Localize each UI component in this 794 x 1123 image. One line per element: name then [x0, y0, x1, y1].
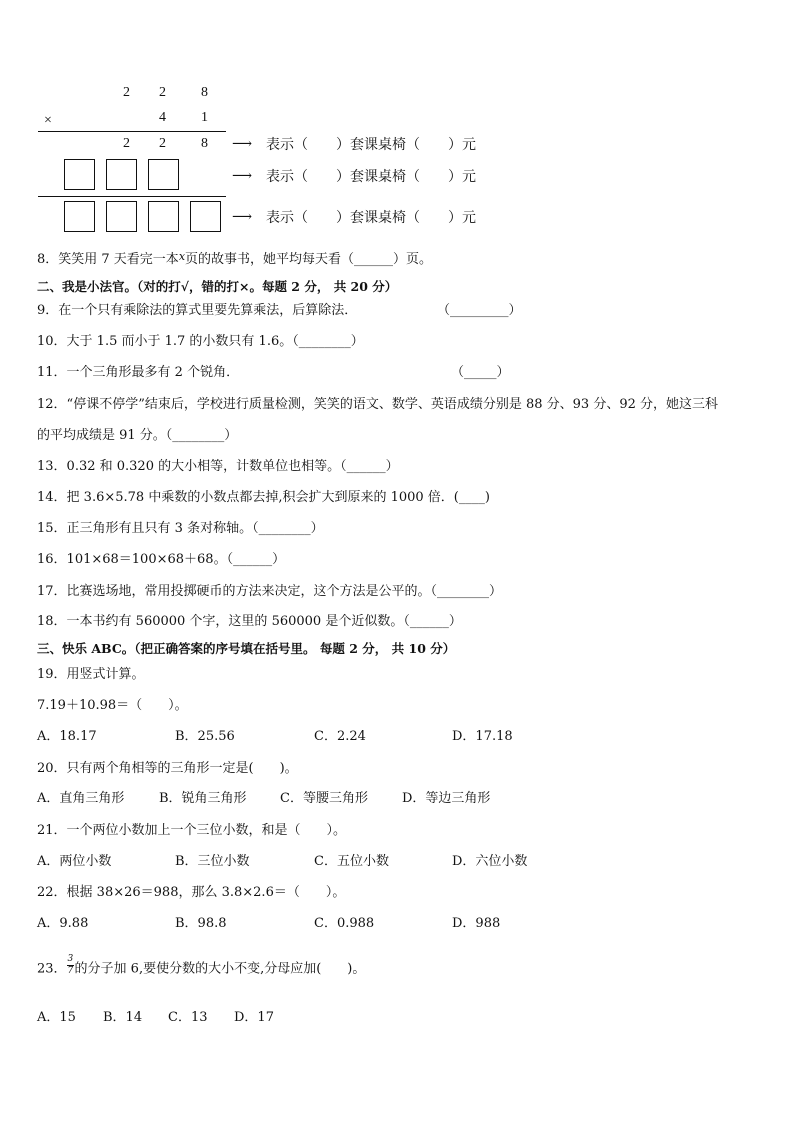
option[interactable]: B．锐角三角形 — [159, 791, 247, 806]
option[interactable]: C．13 — [168, 1010, 208, 1025]
digit: 2 — [159, 136, 166, 151]
divider-line — [38, 196, 226, 197]
answer-box[interactable] — [64, 201, 95, 232]
option[interactable]: B．25.56 — [175, 729, 235, 744]
multiply-sign: × — [44, 113, 52, 128]
arrow-right-icon: ⟶ — [232, 136, 253, 152]
option[interactable]: C．五位小数 — [314, 854, 389, 869]
question-9: 9．在一个只有乘除法的算式里要先算乘法，后算除法． — [37, 303, 358, 318]
row-label: 表示（ ）套课桌椅（ ）元 — [266, 169, 476, 185]
arrow-right-icon: ⟶ — [232, 209, 253, 225]
option[interactable]: B．三位小数 — [175, 854, 250, 869]
question-14: 14．把 3.6×5.78 中乘数的小数点都去掉,积会扩大到原来的 1000 倍．(____) — [37, 490, 490, 505]
option[interactable]: B．98.8 — [175, 916, 227, 931]
option[interactable]: C．2.24 — [314, 729, 366, 744]
option[interactable]: B．14 — [103, 1010, 143, 1025]
q23-number: 23． — [37, 961, 67, 977]
answer-blank[interactable]: （_____） — [451, 365, 510, 380]
answer-box[interactable] — [106, 159, 137, 190]
option[interactable]: A．两位小数 — [37, 854, 112, 869]
q8-variable: x — [178, 250, 186, 263]
divider-line — [38, 131, 226, 132]
digit: 2 — [123, 85, 130, 100]
answer-box[interactable] — [64, 159, 95, 190]
arrow-right-icon: ⟶ — [232, 168, 253, 184]
q8-text: 页的故事书，她平均每天看（______）页。 — [185, 252, 433, 267]
fraction-denominator: 7 — [67, 966, 74, 976]
row-label: 表示（ ）套课桌椅（ ）元 — [266, 210, 476, 226]
question-22: 22．根据 38×26＝988，那么 3.8×2.6＝（ ）。 — [37, 885, 346, 900]
question-23 — [37, 954, 366, 979]
digit: 8 — [201, 136, 208, 151]
question-10: 10．大于 1.5 而小于 1.7 的小数只有 1.6。（________） — [37, 334, 364, 349]
digit: 8 — [201, 85, 208, 100]
option[interactable]: C．等腰三角形 — [280, 791, 368, 806]
row-label: 表示（ ）套课桌椅（ ）元 — [266, 137, 476, 153]
question-12-line-1: 12．“停课不停学”结束后，学校进行质量检测，笑笑的语文、数学、英语成绩分别是 88 分、93 分、92 分，她这三科 — [37, 397, 718, 412]
option[interactable]: D．六位小数 — [452, 854, 528, 869]
answer-box[interactable] — [190, 201, 221, 232]
q23-text: 的分子加 6,要使分数的大小不变,分母应加( )。 — [74, 961, 366, 977]
answer-box[interactable] — [148, 159, 179, 190]
question-19: 19．用竖式计算。 — [37, 667, 145, 682]
answer-blank[interactable]: （_________） — [437, 303, 522, 318]
question-18: 18．一本书约有 560000 个字，这里的 560000 是个近似数。（______） — [37, 614, 462, 629]
option[interactable]: A．18.17 — [37, 729, 97, 744]
fraction — [67, 954, 75, 978]
fraction-numerator: 3 — [67, 954, 74, 964]
digit: 2 — [159, 85, 166, 100]
option[interactable]: D．17 — [234, 1010, 274, 1025]
section-3-heading: 三、快乐 ABC。（把正确答案的序号填在括号里。 每题 2 分， 共 10 分） — [37, 641, 456, 656]
answer-box[interactable] — [148, 201, 179, 232]
digit: 4 — [159, 110, 166, 125]
question-17: 17．比赛选场地，常用投掷硬币的方法来决定，这个方法是公平的。（________） — [37, 584, 503, 599]
q8-text: 8．笑笑用 7 天看完一本 — [37, 252, 179, 267]
question-20: 20．只有两个角相等的三角形一定是( )。 — [37, 761, 298, 776]
option[interactable]: A．9.88 — [37, 916, 89, 931]
answer-box[interactable] — [106, 201, 137, 232]
question-11: 11．一个三角形最多有 2 个锐角． — [37, 365, 240, 380]
question-19-expression: 7.19＋10.98＝（ ）。 — [37, 698, 188, 713]
option[interactable]: D．988 — [452, 916, 501, 931]
option[interactable]: C．0.988 — [314, 916, 375, 931]
question-12-line-2: 的平均成绩是 91 分。（________） — [37, 428, 238, 443]
option[interactable]: A．直角三角形 — [37, 791, 125, 806]
question-15: 15．正三角形有且只有 3 条对称轴。（________） — [37, 521, 324, 536]
digit: 2 — [123, 136, 130, 151]
option[interactable]: D．等边三角形 — [402, 791, 491, 806]
option[interactable]: D．17.18 — [452, 729, 513, 744]
question-8 — [37, 248, 432, 269]
question-21: 21．一个两位小数加上一个三位小数，和是（ ）。 — [37, 823, 347, 838]
digit: 1 — [201, 110, 208, 125]
option[interactable]: A．15 — [37, 1010, 76, 1025]
question-16: 16．101×68＝100×68＋68。（______） — [37, 552, 286, 567]
section-2-heading: 二、我是小法官。（对的打√，错的打×。每题 2 分， 共 20 分） — [37, 279, 398, 294]
question-13: 13．0.32 和 0.320 的大小相等，计数单位也相等。（______） — [37, 459, 399, 474]
